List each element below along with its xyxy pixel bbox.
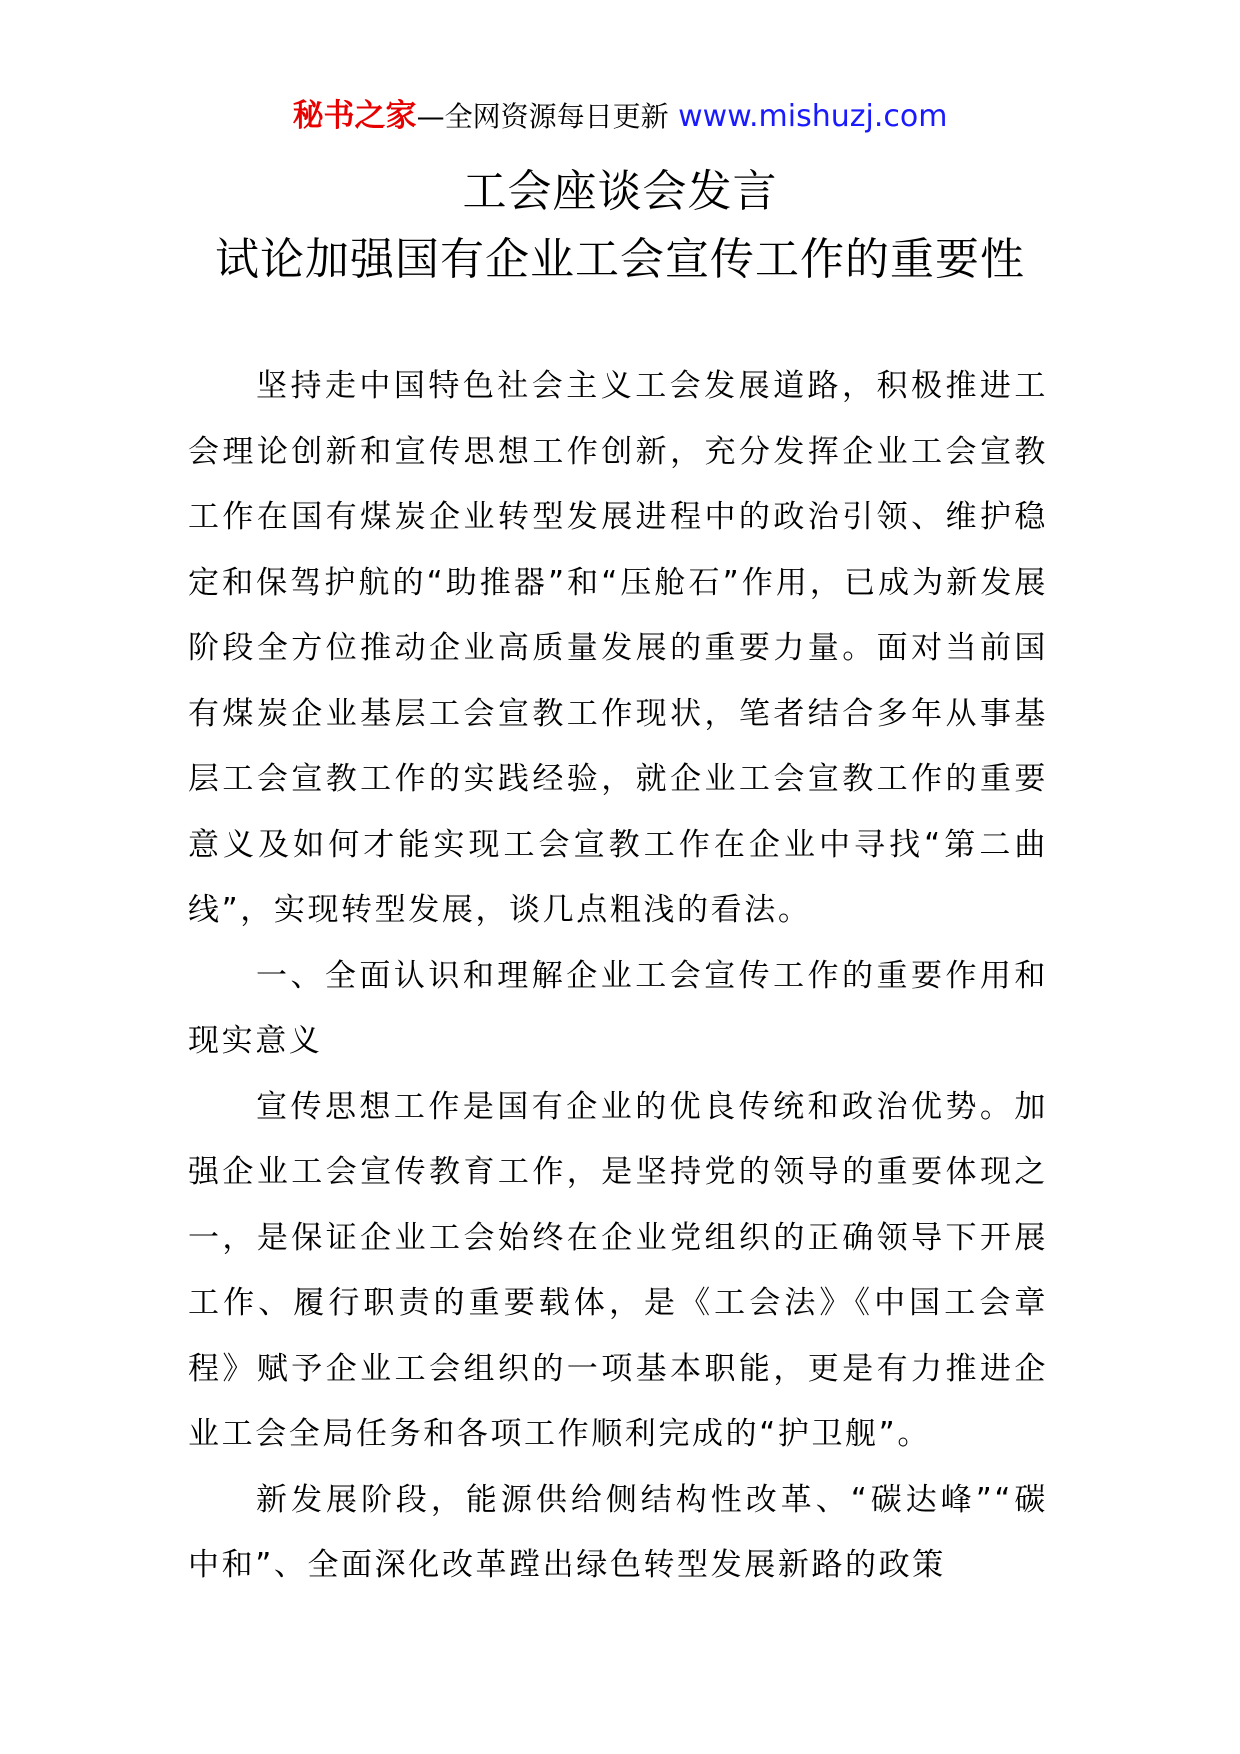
body-paragraph: 宣传思想工作是国有企业的优良传统和政治优势。加强企业工会宣传教育工作，是坚持党的领导的重要体现之一，是保证企业工会始终在企业党组织的正确领导下开展工作、履行职责的重要载体，是《工会法》《中国工会章程》赋予企业工会组织的一项基本职能，更是有力推进企业工会全局任务和各项工作顺利完成的“护卫舰”。 [188,1088,1048,1452]
document-title: 工会座谈会发言 [462,166,778,217]
section-heading: 一、全面认识和理解企业工会宣传工作的重要作用和现实意义 [188,957,1048,1059]
site-brand: 秘书之家 [292,98,417,134]
document-body [188,354,1048,1599]
site-tagline: —全网资源每日更新 [416,100,669,133]
document-subtitle: 试论加强国有企业工会宣传工作的重要性 [215,234,1025,285]
body-paragraph: 新发展阶段，能源供给侧结构性改革、“碳达峰”“碳中和”、全面深化改革蹚出绿色转型发展新路的政策 [188,1481,1048,1583]
site-header [0,96,1240,137]
site-url-link[interactable]: www.mishuzj.com [678,99,948,134]
body-paragraph: 坚持走中国特色社会主义工会发展道路，积极推进工会理论创新和宣传思想工作创新，充分发挥企业工会宣教工作在国有煤炭企业转型发展进程中的政治引领、维护稳定和保驾护航的“助推器”和“压舱石”作用，已成为新发展阶段全方位推动企业高质量发展的重要力量。面对当前国有煤炭企业基层工会宣教工作现状，笔者结合多年从事基层工会宣教工作的实践经验，就企业工会宣教工作的重要意义及如何才能实现工会宣教工作在企业中寻找“第二曲线”，实现转型发展，谈几点粗浅的看法。 [188,368,1048,928]
